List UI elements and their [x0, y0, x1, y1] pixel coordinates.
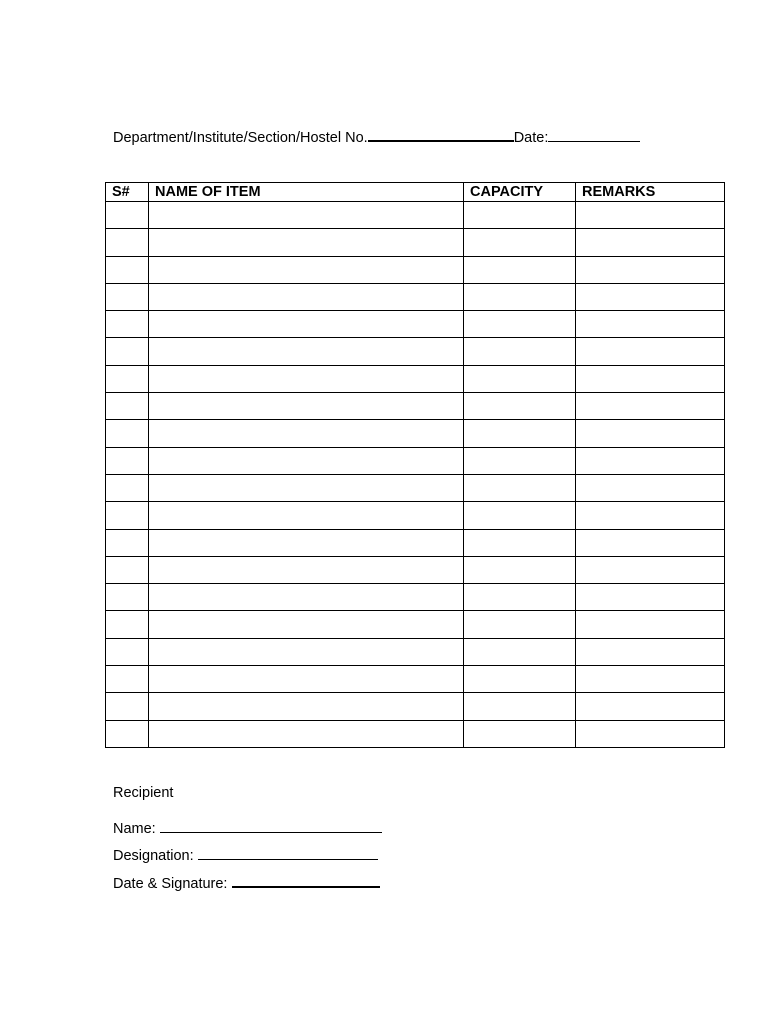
- cell-capacity[interactable]: [464, 447, 576, 474]
- cell-serial[interactable]: [106, 365, 149, 392]
- cell-remarks[interactable]: [576, 311, 725, 338]
- cell-capacity[interactable]: [464, 365, 576, 392]
- cell-remarks[interactable]: [576, 283, 725, 310]
- cell-serial[interactable]: [106, 202, 149, 229]
- table-row: [106, 720, 725, 747]
- date-signature-field[interactable]: [232, 874, 380, 888]
- cell-remarks[interactable]: [576, 447, 725, 474]
- cell-serial[interactable]: [106, 556, 149, 583]
- table-row: [106, 229, 725, 256]
- cell-capacity[interactable]: [464, 720, 576, 747]
- cell-item-name[interactable]: [149, 584, 464, 611]
- cell-item-name[interactable]: [149, 611, 464, 638]
- cell-serial[interactable]: [106, 666, 149, 693]
- cell-item-name[interactable]: [149, 229, 464, 256]
- cell-serial[interactable]: [106, 420, 149, 447]
- table-row: [106, 283, 725, 310]
- dept-label: Department/Institute/Section/Hostel No.: [113, 130, 368, 146]
- recipient-heading: Recipient: [113, 785, 174, 801]
- cell-remarks[interactable]: [576, 256, 725, 283]
- table-row: [106, 256, 725, 283]
- cell-item-name[interactable]: [149, 338, 464, 365]
- name-field[interactable]: [160, 820, 382, 833]
- cell-capacity[interactable]: [464, 638, 576, 665]
- cell-capacity[interactable]: [464, 556, 576, 583]
- dept-blank-field[interactable]: [368, 128, 514, 142]
- cell-capacity[interactable]: [464, 283, 576, 310]
- cell-item-name[interactable]: [149, 202, 464, 229]
- table-row: [106, 584, 725, 611]
- cell-serial[interactable]: [106, 693, 149, 720]
- cell-item-name[interactable]: [149, 365, 464, 392]
- cell-capacity[interactable]: [464, 338, 576, 365]
- table-row: [106, 502, 725, 529]
- cell-remarks[interactable]: [576, 556, 725, 583]
- cell-serial[interactable]: [106, 311, 149, 338]
- cell-item-name[interactable]: [149, 693, 464, 720]
- cell-serial[interactable]: [106, 638, 149, 665]
- cell-remarks[interactable]: [576, 638, 725, 665]
- cell-capacity[interactable]: [464, 202, 576, 229]
- cell-serial[interactable]: [106, 283, 149, 310]
- cell-remarks[interactable]: [576, 693, 725, 720]
- cell-item-name[interactable]: [149, 638, 464, 665]
- date-signature-label: Date & Signature:: [113, 876, 228, 892]
- cell-serial[interactable]: [106, 229, 149, 256]
- table-row: [106, 693, 725, 720]
- cell-remarks[interactable]: [576, 584, 725, 611]
- cell-remarks[interactable]: [576, 229, 725, 256]
- col-header-capacity: CAPACITY: [464, 183, 576, 202]
- cell-serial[interactable]: [106, 256, 149, 283]
- cell-item-name[interactable]: [149, 720, 464, 747]
- cell-serial[interactable]: [106, 584, 149, 611]
- cell-remarks[interactable]: [576, 365, 725, 392]
- cell-remarks[interactable]: [576, 474, 725, 501]
- cell-remarks[interactable]: [576, 611, 725, 638]
- cell-remarks[interactable]: [576, 420, 725, 447]
- cell-capacity[interactable]: [464, 502, 576, 529]
- table-header-row: [106, 183, 725, 202]
- cell-serial[interactable]: [106, 447, 149, 474]
- table-row: [106, 338, 725, 365]
- cell-item-name[interactable]: [149, 283, 464, 310]
- cell-remarks[interactable]: [576, 202, 725, 229]
- items-table: [105, 182, 725, 748]
- table-row: [106, 447, 725, 474]
- cell-capacity[interactable]: [464, 256, 576, 283]
- table-row: [106, 611, 725, 638]
- header-line: [113, 128, 640, 146]
- cell-serial[interactable]: [106, 720, 149, 747]
- table-row: [106, 638, 725, 665]
- cell-serial[interactable]: [106, 474, 149, 501]
- cell-item-name[interactable]: [149, 502, 464, 529]
- designation-field[interactable]: [198, 847, 378, 860]
- table-row: [106, 556, 725, 583]
- cell-remarks[interactable]: [576, 338, 725, 365]
- cell-capacity[interactable]: [464, 611, 576, 638]
- cell-item-name[interactable]: [149, 311, 464, 338]
- table-row: [106, 529, 725, 556]
- cell-item-name[interactable]: [149, 393, 464, 420]
- cell-item-name[interactable]: [149, 474, 464, 501]
- cell-capacity[interactable]: [464, 529, 576, 556]
- table-row: [106, 365, 725, 392]
- table-row: [106, 474, 725, 501]
- cell-capacity[interactable]: [464, 584, 576, 611]
- table-row: [106, 311, 725, 338]
- table-row: [106, 393, 725, 420]
- cell-item-name[interactable]: [149, 666, 464, 693]
- table-row: [106, 420, 725, 447]
- cell-capacity[interactable]: [464, 393, 576, 420]
- cell-capacity[interactable]: [464, 420, 576, 447]
- date-blank-field[interactable]: [548, 129, 640, 142]
- cell-item-name[interactable]: [149, 256, 464, 283]
- cell-capacity[interactable]: [464, 474, 576, 501]
- designation-row: [113, 847, 378, 864]
- cell-item-name[interactable]: [149, 556, 464, 583]
- date-label: Date:: [513, 130, 549, 146]
- cell-remarks[interactable]: [576, 720, 725, 747]
- col-header-serial: S#: [106, 183, 149, 202]
- table-row: [106, 202, 725, 229]
- cell-serial[interactable]: [106, 529, 149, 556]
- cell-remarks[interactable]: [576, 529, 725, 556]
- table-row: [106, 666, 725, 693]
- col-header-remarks: REMARKS: [576, 183, 725, 202]
- cell-capacity[interactable]: [464, 693, 576, 720]
- cell-serial[interactable]: [106, 502, 149, 529]
- cell-item-name[interactable]: [149, 447, 464, 474]
- col-header-item-name: NAME OF ITEM: [149, 183, 464, 202]
- cell-capacity[interactable]: [464, 311, 576, 338]
- cell-capacity[interactable]: [464, 666, 576, 693]
- cell-serial[interactable]: [106, 611, 149, 638]
- name-row: [113, 820, 382, 837]
- date-signature-row: [113, 874, 380, 892]
- table-body: [106, 202, 725, 748]
- designation-label: Designation:: [113, 848, 194, 864]
- cell-item-name[interactable]: [149, 529, 464, 556]
- cell-capacity[interactable]: [464, 229, 576, 256]
- cell-remarks[interactable]: [576, 393, 725, 420]
- cell-remarks[interactable]: [576, 502, 725, 529]
- cell-serial[interactable]: [106, 393, 149, 420]
- name-label: Name:: [113, 821, 156, 837]
- cell-serial[interactable]: [106, 338, 149, 365]
- cell-remarks[interactable]: [576, 666, 725, 693]
- cell-item-name[interactable]: [149, 420, 464, 447]
